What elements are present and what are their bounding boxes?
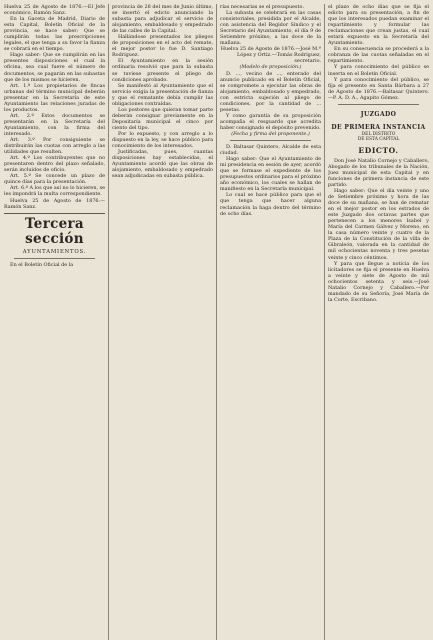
text-line: Y para conocimiento del público se inserta en el Boletín Oficial.	[328, 64, 429, 77]
column-1	[4, 4, 109, 640]
text-line: rías necesarias se el presupuesto.	[220, 4, 304, 10]
column-3	[220, 4, 325, 640]
text-line: Se manifestó al Ayuntamiento que el servicio exigía la presentación de fianza y que el rematante debía cumplir las obligaciones contraídas.	[112, 82, 213, 107]
text-line: Huelva 25 de Agosto de 1876.—Ramón Sanz.	[4, 197, 105, 210]
divider	[338, 104, 419, 105]
divider	[230, 140, 311, 141]
text-line: Los postores que quieran tomar parte deberán consignar previamente en la Depositaría municipal el cinco por ciento del tipo.	[112, 106, 213, 131]
court-title: JUZGADO	[360, 110, 397, 118]
text-line: Hago saber: Que el día veinte y uno de Setiembre próximo y hora de las doce de su mañana, se han de rematar en el mejor postor en los estrados de este Juzgado dos octavas partes que pertenecen a los menores Isabel y María del Carmen Gálvez y Moreno, en la casa número veinte y cuatro de la Plaza de la Constitución de la villa de Gibraleón, valorada en la cantidad de mil ochocientas noventa y tres pesetas veinte y cinco céntimos.	[328, 187, 429, 261]
signature-line: Huelva 25 de Agosto de 1876.—José M.ª López y Ortiz.—Tomás Rodríguez, secretario.	[220, 46, 321, 65]
model-caption: (Modelo de proposición.)	[239, 64, 302, 71]
edicto-heading: EDICTO.	[358, 145, 399, 155]
text-line: Art. 5.º Se concede un plazo de quince días para la presentación.	[4, 173, 105, 186]
text-line: Huelva 25 de Agosto de 1876.—El Jefe económico, Ramón Sanz.	[4, 4, 105, 17]
text-line: Justificadas, pues, cuantas disposiciones hay establecidas, el Ayuntamiento acordó que las obras de alojamiento, embaldosado y empedrado sean adjudicadas en subasta pública.	[112, 149, 213, 180]
court-district: DEL DISTRITO	[361, 131, 396, 137]
text-line: Art. 3.º Por consiguiente se distribuirán las cuotas con arreglo a las utilidades que resulten.	[4, 137, 105, 156]
text-line: provincia de 28 del mes de Junio último, se insertó el edicto anunciando la subasta para adjudicar el servicio de alojamiento, embaldosado y empedrado de las calles de la Capital.	[112, 4, 213, 35]
column-2	[112, 4, 217, 640]
text-line: Y para que llegue a noticia de los licitadores se fija el presente en Huelva a veinte y siete de Agosto de mil ochocientos setenta y seis.—José Natalio Cornejo y Caballero.—Por mandado de su Señoría, José María de la Corte, Escribano.	[328, 260, 429, 303]
text-line: Art. 1.º Los propietarios de fincas urbanas del término municipal deberán presentar en la Secretaría de este Ayuntamiento las relaciones juradas de los productos.	[4, 82, 105, 113]
date-caption: (Fecha y firma del proponente.)	[231, 130, 310, 137]
text-line: Art. 6.º A los que así no lo hicieren, se les impondrá la multa correspondiente.	[4, 185, 105, 198]
text-line: En su consecuencia se procederá a la cobranza de las cuotas señaladas en el repartimiento.	[328, 46, 429, 65]
text-line: La subasta se celebrará en las casas consistoriales, presidida por el Alcalde, con asistencia del Regidor Síndico y el Secretario del Ayuntamiento, el día 9 de Setiembre próximo, a las doce de la mañana.	[220, 10, 321, 47]
court-capital: DE ESTA CAPITAL	[357, 137, 400, 143]
text-line: Y para conocimiento del público, se fija el presente en Santa Bárbara a 27 de Agosto de 1876.—Baltasar Quintero.—P. A. D. A., Agapito Gómez.	[328, 76, 429, 101]
text-line: Hallándose presentados los pliegos de proposiciones en el acto del remate, el mejor postor lo fue D. Santiago Rodríguez.	[112, 34, 213, 59]
text-line: D. ..., vecino de ..., enterado del anuncio publicado en el Boletín Oficial, se compromete a ejecutar las obras de alojamiento, embaldosado y empedrado, con estricta sujeción al pliego de condiciones, por la cantidad de ... pesetas.	[220, 70, 321, 113]
text-line: Hago saber: Que se cumplirán en las presentes disposiciones el cual la oficina, sea cual fuere el número de documentos, se pagarán en las subastas que de los mismos se hicieren.	[4, 52, 105, 83]
column-4	[328, 4, 429, 640]
text-line: Y como garantía de su proposición acompaña el resguardo que acredita haber consignado el depósito prevenido.	[220, 112, 321, 131]
court-subtitle: DE PRIMERA INSTANCIA	[331, 124, 426, 132]
text-line: Art. 2.º Estos documentos se presentarán en la Secretaría del Ayuntamiento, con la firma del interesado.	[4, 112, 105, 137]
section-title: Tercera sección	[4, 213, 105, 247]
text-line: Art. 4.º Los contribuyentes que no presentaren dentro del plazo señalado, serán incluidos de oficio.	[4, 155, 105, 174]
text-line: Por lo expuesto, y con arreglo a lo dispuesto en la ley, se hace público para conocimiento de los interesados.	[112, 130, 213, 150]
text-line: En el Boletín Oficial de la	[10, 261, 74, 268]
text-line: Don José Natalio Cornejo y Caballero, Abogado de los tribunales de la Nación, Juez municipal de esta Capital y en funciones de primera instancia de este partido.	[328, 157, 429, 188]
text-line: En la Gaceta de Madrid, Diario de esta Capital, Boletín Oficial de la provincia, se hace saber: Que se cumplirán todas las prescripciones legales, el que tenga a su favor la fianza se cobrará en el tiempo.	[4, 16, 105, 53]
text-line: D. Baltasar Quintero, Alcalde de esta ciudad.	[220, 144, 321, 157]
section-subtitle: AYUNTAMIENTOS.	[22, 248, 87, 255]
text-line: El Ayuntamiento en la sesión ordinaria resolvió que para la subasta se tuviese presente el pliego de condiciones aprobado.	[112, 58, 213, 83]
text-line: Hago saber: Que el Ayuntamiento de mi presidencia en sesión de ayer, acordó que se formase el expediente de los presupuestos ordinarios para el próximo año económico, los cuales se hallan de manifiesto en la Secretaría municipal.	[220, 156, 321, 193]
text-line: el plazo de ocho días que se fija el edicto para su presentación, a fin de que los interesados puedan examinar el repartimiento y formular las reclamaciones que crean justas, el cual estará expuesto en la Secretaría del Ayuntamiento.	[328, 4, 429, 47]
text-line: Lo cual se hace público para que el que tenga que hacer alguna reclamación la haga dentro del término de ocho días.	[220, 192, 321, 217]
divider	[14, 258, 95, 259]
